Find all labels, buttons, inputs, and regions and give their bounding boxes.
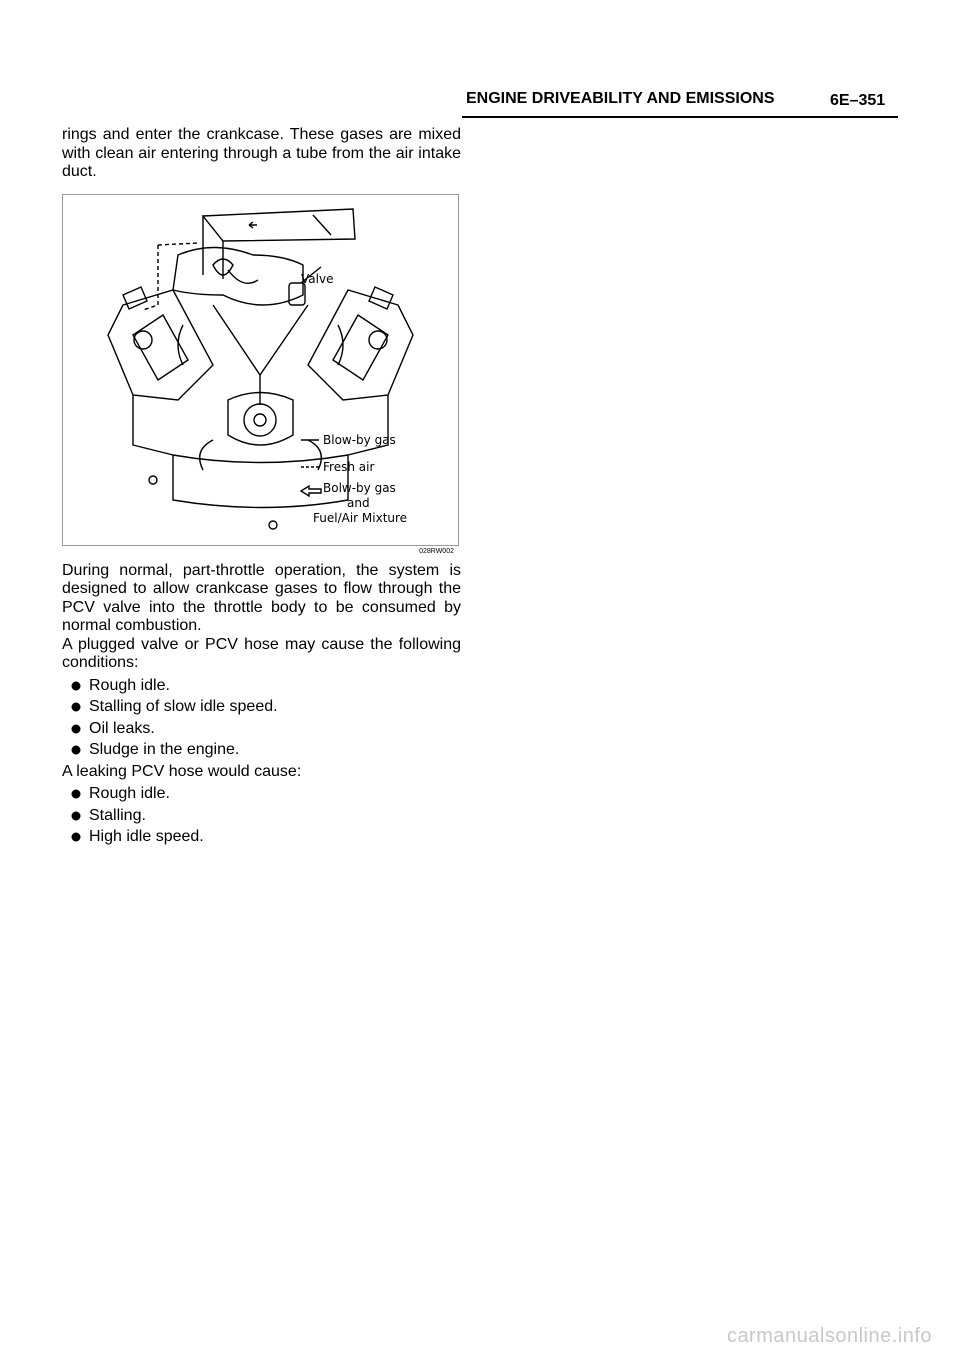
mixture-legend-line1: Bolw-by gas xyxy=(323,480,396,495)
leaking-paragraph: A leaking PCV hose would cause: xyxy=(62,762,302,780)
list-item: Stalling. xyxy=(62,807,461,826)
bullet-icon xyxy=(71,681,81,691)
list-item: Stalling of slow idle speed. xyxy=(62,698,461,717)
bullet-icon xyxy=(71,745,81,755)
text-column xyxy=(62,126,461,850)
list-item: High idle speed. xyxy=(62,828,461,847)
plugged-paragraph: A plugged valve or PCV hose may cause the following conditions: xyxy=(62,635,461,671)
section-title: ENGINE DRIVEABILITY AND EMISSIONS xyxy=(466,90,775,107)
bullet-icon xyxy=(71,811,81,821)
bullet-icon xyxy=(71,832,81,842)
plugged-conditions-list xyxy=(62,677,461,760)
operation-paragraph: During normal, part-throttle operation, the system is designed to allow crankcase gases to flow through the PCV valve into the throttle body to be consumed by normal combustion. xyxy=(62,561,461,634)
page-header xyxy=(0,0,960,120)
watermark: carmanualsonline.info xyxy=(726,1325,932,1347)
list-item: Sludge in the engine. xyxy=(62,741,461,760)
engine-illustration xyxy=(63,195,458,545)
list-item: Rough idle. xyxy=(62,677,461,696)
valve-label: Valve xyxy=(301,271,334,286)
header-rule xyxy=(462,116,898,118)
leaking-conditions-list xyxy=(62,785,461,847)
list-item: Oil leaks. xyxy=(62,720,461,739)
bullet-icon xyxy=(71,702,81,712)
intro-paragraph: rings and enter the crankcase. These gases are mixed with clean air entering through a tube from the air intake duct. xyxy=(62,126,461,180)
page-number: 6E–351 xyxy=(830,92,886,109)
mixture-legend-line2: and xyxy=(347,495,370,510)
bullet-icon xyxy=(71,789,81,799)
list-item: Rough idle. xyxy=(62,785,461,804)
bullet-icon xyxy=(71,724,81,734)
figure-code: 028RW002 xyxy=(419,547,454,555)
fresh-air-legend: Fresh air xyxy=(323,459,375,474)
mixture-legend-line3: Fuel/Air Mixture xyxy=(313,510,408,525)
pcv-diagram xyxy=(62,194,459,555)
blowby-legend: Blow-by gas xyxy=(323,432,396,447)
